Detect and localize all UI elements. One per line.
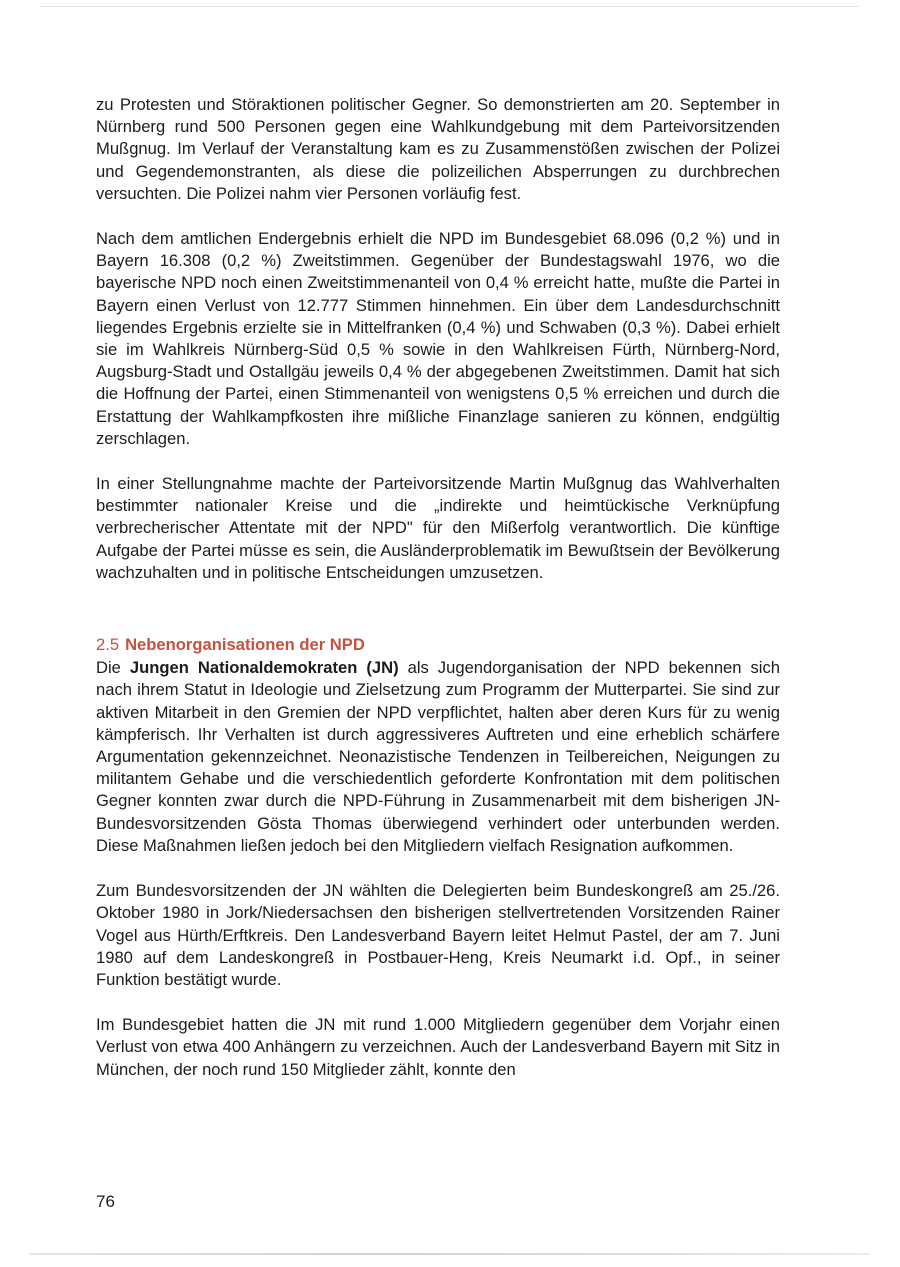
paragraph-party-statement: In einer Stellungnahme machte der Parteivorsitzende Martin Mußgnug das Wahlverhalten bestimmter nationaler Kreise und die „indirekte und heimtückische Verknüpfung verbrecherischer Attentate mit der NPD" für den Mißerfolg verantwortlich. Die künftige Aufgabe der Partei müsse es sein, die Ausländerproblematik im Bewußtsein der Bevölkerung wachzuhalten und in politische Entscheidungen umzusetzen. <box>96 474 780 582</box>
intro-lead: Die <box>96 658 121 678</box>
paragraph-jn-intro <box>96 657 780 857</box>
paragraph-jn-membership: Im Bundesgebiet hatten die JN mit rund 1.000 Mitgliedern gegenüber dem Vorjahr einen Verlust von etwa 400 Anhängern zu verzeichnen. Auch der Landesverband Bayern mit Sitz in München, der noch rund 150 Mitglieder zählt, konnte den <box>96 1015 780 1079</box>
intro-bold-term: Jungen Nationaldemokraten (JN) <box>129 658 399 678</box>
paragraph-jn-leadership: Zum Bundesvorsitzenden der JN wählten die Delegierten beim Bundeskongreß am 25./26. Oktober 1980 in Jork/Niedersachsen den bisherigen stellvertretenden Vorsitzenden Rainer Vogel aus Hürth/Erftkreis. Den Landesverband Bayern leitet Helmut Pastel, der am 7. Juni 1980 auf dem Landeskongreß in Postbauer-Heng, Kreis Neumarkt i.d. Opf., in seiner Funktion bestätigt wurde. <box>96 881 780 989</box>
intro-rest: als Jugendorganisation der NPD bekennen sich nach ihrem Statut in Ideologie und Zielsetzung zum Programm der Mutterpartei. Sie sind zur aktiven Mitarbeit in den Gremien der NPD verpflichtet, halten aber deren Kurs für zu wenig kämpferisch. Ihr Verhalten ist durch aggressiveres Auftreten und eine erheblich schärfere Argumentation gekennzeichnet. Neonazistische Tendenzen in Teilbereichen, Neigungen zu militantem Gehabe und die verschiedentlich geforderte Konfrontation mit dem politischen Gegner konnten zwar durch die NPD-Führung in Zusammenarbeit mit dem bisherigen JN-Bundesvorsitzenden Gösta Thomas überwiegend verhindert oder unterbunden werden. Diese Maßnahmen ließen jedoch bei den Mitgliedern vielfach Resignation aufkommen. <box>96 658 780 855</box>
scan-edge-bottom <box>30 1253 870 1255</box>
section-title: Nebenorganisationen der NPD <box>125 635 365 655</box>
scan-edge-top <box>40 6 860 7</box>
section-side-organisations <box>96 634 780 1081</box>
section-heading <box>96 634 780 656</box>
paragraph-election-results: Nach dem amtlichen Endergebnis erhielt die NPD im Bundesgebiet 68.096 (0,2 %) und in Bayern 16.308 (0,2 %) Zweitstimmen. Gegenüber der Bundestagswahl 1976, wo die bayerische NPD noch einen Zweitstimmenanteil von 0,4 % erreicht hatte, mußte die Partei in Bayern einen Verlust von 12.777 Stimmen hinnehmen. Ein über dem Landesdurchschnitt liegendes Ergebnis erzielte sie in Mittelfranken (0,4 %) und Schwaben (0,3 %). Dabei erhielt sie im Wahlkreis Nürnberg-Süd 0,5 % sowie in den Wahlkreisen Fürth, Nürnberg-Nord, Augsburg-Stadt und Ostallgäu jeweils 0,4 % der abgegebenen Zweitstimmen. Damit hat sich die Hoffnung der Partei, einen Stimmenanteil von wenigstens 0,5 % erreichen und durch die Erstattung der Wahlkampfkosten ihre mißliche Finanzlage sanieren zu können, endgültig zerschlagen. <box>96 229 780 448</box>
document-page <box>96 94 780 1081</box>
page-number: 76 <box>96 1192 115 1211</box>
paragraph-protests: zu Protesten und Störaktionen politischer Gegner. So demonstrierten am 20. September in Nürnberg rund 500 Personen gegen eine Wahlkundgebung mit dem Parteivorsitzenden Mußgnug. Im Verlauf der Veranstaltung kam es zu Zusammenstößen zwischen der Polizei und Gegendemonstranten, als diese die polizeilichen Absperrungen zu durchbrechen versuchten. Die Polizei nahm vier Personen vorläufig fest. <box>96 95 780 203</box>
section-number: 2.5 <box>96 635 120 655</box>
